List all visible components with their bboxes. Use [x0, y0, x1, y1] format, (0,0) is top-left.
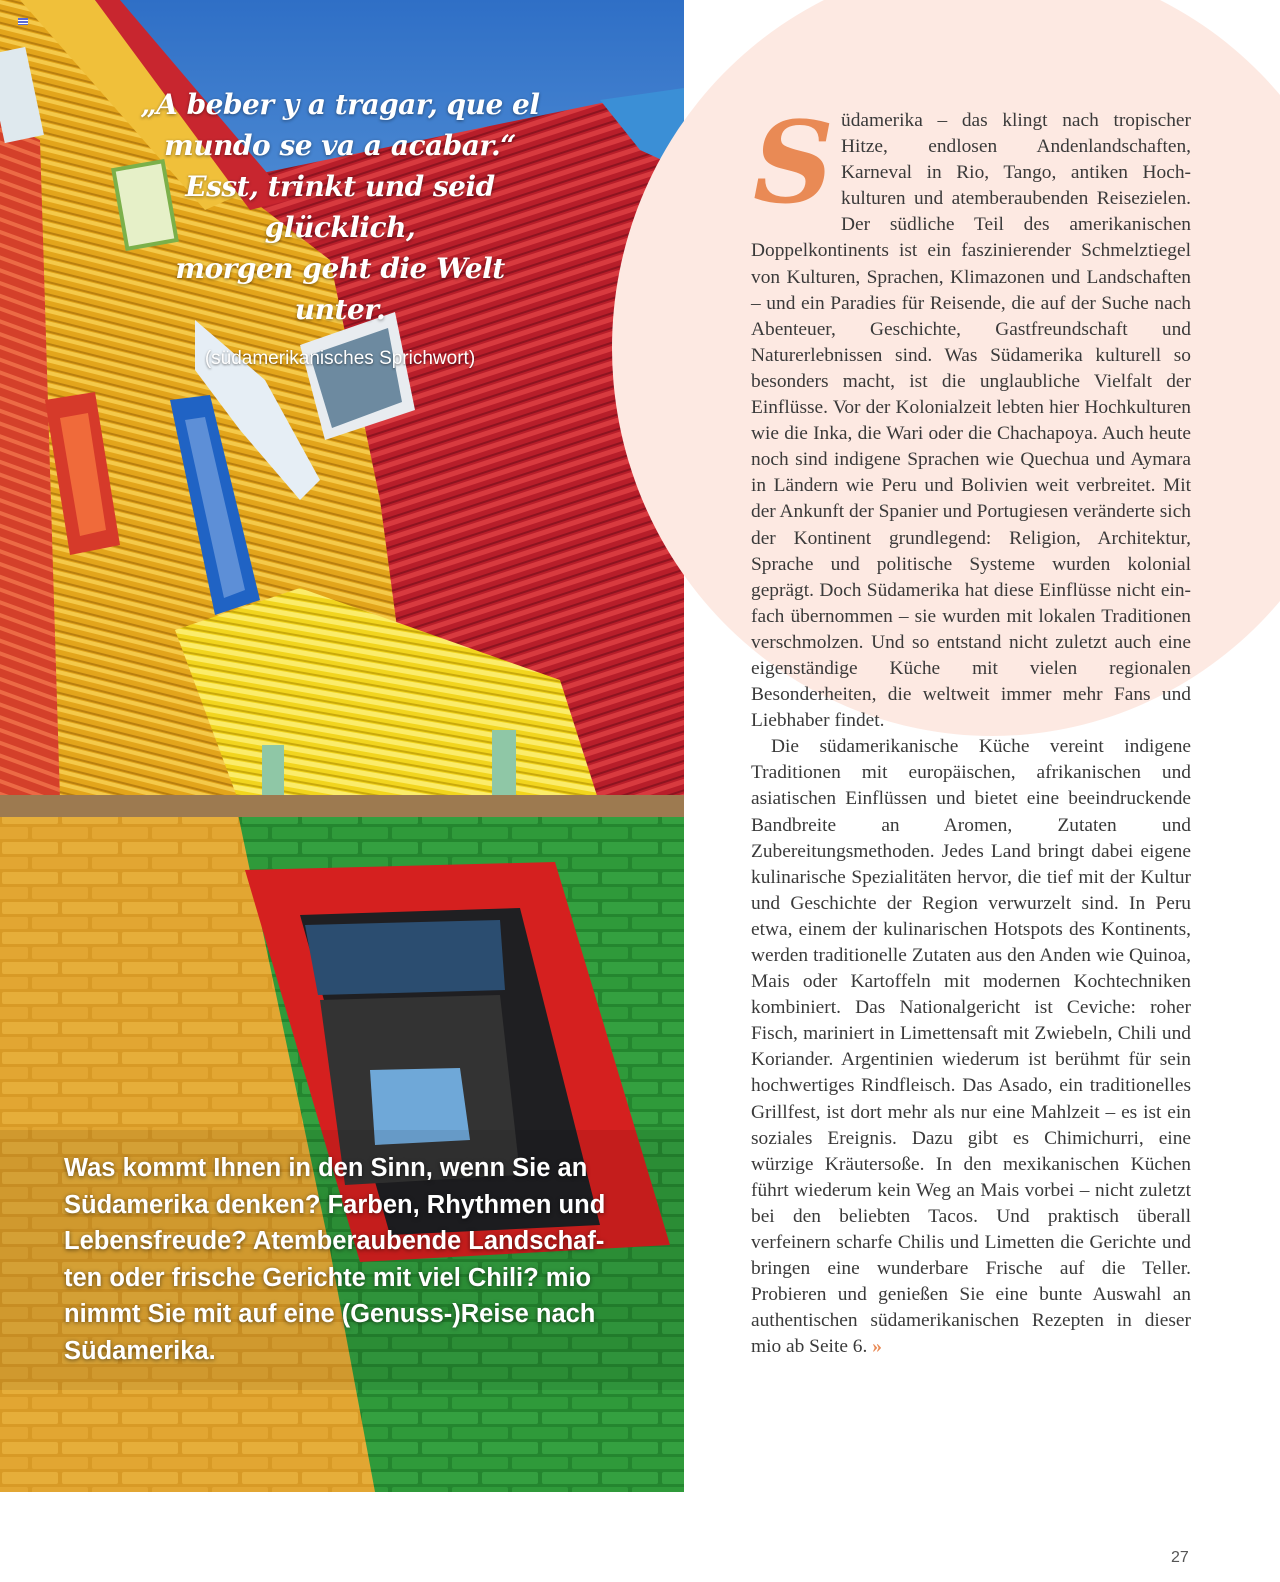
quote-german: Esst, trinkt und seid glücklich, morgen geht die Welt unter.	[175, 170, 505, 326]
corner-marker	[18, 18, 28, 25]
quote-spanish: „A beber y a tragar, que el mundo se va a acabar.“	[140, 88, 540, 162]
continue-arrow-icon: »	[872, 1336, 882, 1358]
article-paragraph-2-text: Die südamerikanische Küche vereint indigene Traditionen mit europäischen, afrikanischen und asiatischen Einflüssen und bietet eine beeindruckende Bandbreite an Aromen, Zutaten und Zubereitungsmethoden. Jedes Land bringt dabei eigene kulinarische Spezialitäten hervor, die tief mit der Kultur und Geschichte der Region verwurzelt sind. In Peru etwa, einem der kulinarischen Hotspots des Kontinents, werden traditionelle Zutaten aus den Anden wie Quinoa, Mais oder Kartoffeln mit modernen Kochtechniken kombiniert. Das Nationalgericht ist Ceviche: roher Fisch, mariniert in Limettensaft mit Zwiebeln, Chili und Koriander. Argentinien wiederum ist berühmt für sein hochwertiges Rindfleisch. Das Asado, ein traditionelles Grillfest, ist dort mehr als nur eine Mahlzeit – es ist ein soziales Ereignis. Dazu gibt es Chimichurri, eine würzige Kräutersoße. In den mexikanischen Küchen führt wiederum kein Weg an Mais vorbei – nicht zuletzt bei den beliebten Tacos. Und praktisch überall verfeinern scharfe Chilis und Limetten die Gerichte und bringen eine wunderbare Frische auf die Teller. Probieren und genießen Sie eine bunte Auswahl an authentischen südamerikanischen Rezepten in dieser mio ab Seite 6.	[751, 736, 1191, 1358]
article-body	[751, 108, 1191, 1361]
intro-text: Was kommt Ihnen in den Sinn, wenn Sie an Südamerika denken? Farben, Rhythmen und Lebensfreude? Atemberaubende Landschaften oder frische Gerichte mit viel Chili? mio nimmt Sie mit auf eine (Genuss-)Reise nach Südamerika.	[64, 1154, 606, 1365]
article-paragraph-1: üdamerika – das klingt nach tropischer Hitze, endlosen Andenlandschaften, Karneval in Rio, Tango, antiken Hochkulturen und atemberaubenden Reisezielen. Der südliche Teil des amerikanischen Doppelkontinents ist ein faszinierender Schmelztiegel von Kulturen, Sprachen, Klimazonen und Landschaften – und ein Paradies für Reisende, die auf der Suche nach Abenteuer, Geschichte, Gastfreundschaft und Naturerlebnissen sind. Was Südamerika kulturell so besonders macht, ist die unglaubliche Vielfalt der Einflüsse. Vor der Kolonialzeit lebten hier Hochkulturen wie die Inka, die Wari oder die Chachapoya. Auch heute noch sind indigene Sprachen wie Quechua und Aymara in Ländern wie Peru und Bolivien weit verbreitet. Mit der Ankunft der Spanier und Portugiesen veränderte sich der Kontinent grundlegend: Religion, Architektur, Sprache und politische Systeme wurden kolonial geprägt. Doch Südamerika hat diese Einflüsse nicht einfach übernommen – sie wurden mit lokalen Traditionen verschmolzen. Und so entstand nicht zuletzt auch eine eigenständige Küche mit vielen regionalen Besonderheiten, die weltweit immer mehr Fans und Liebhaber findet.	[751, 110, 1191, 732]
quote-source: (südamerikanisches Sprichwort)	[204, 348, 476, 369]
dropcap-letter	[751, 112, 835, 216]
proverb-quote	[130, 84, 550, 370]
dropcap-glyph: S	[753, 112, 834, 216]
article-paragraph-2	[751, 734, 1191, 1360]
page-number: 27	[1171, 1549, 1189, 1566]
